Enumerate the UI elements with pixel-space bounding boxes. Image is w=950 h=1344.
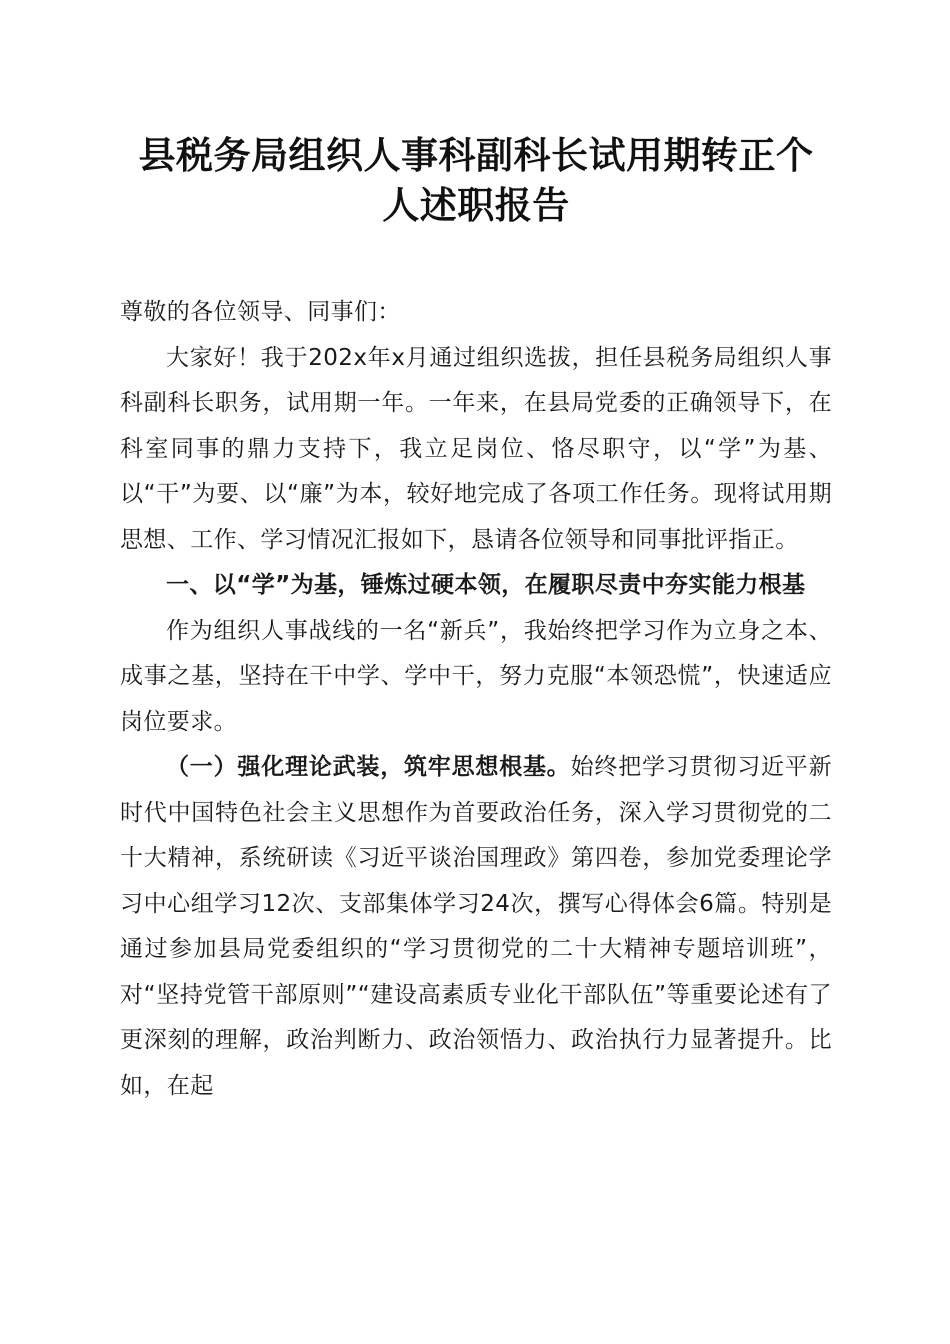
section-heading-1: 一、以“学”为基，锤炼过硬本领，在履职尽责中夯实能力根基 bbox=[166, 572, 806, 598]
document-title: 县税务局组织人事科副科长试用期转正个人述职报告 bbox=[138, 133, 814, 227]
subsection-heading-1: （一）强化理论武装，筑牢思想根基。 bbox=[166, 754, 571, 780]
subsection-1-text: 始终把学习贯彻习近平新时代中国特色社会主义思想作为首要政治任务，深入学习贯彻党的二十大精神，系统研读《习近平谈治国理政》第四卷，参加党委理论学习中心组学习12次、支部集体学习24次，撰写心得体会6篇。特别是通过参加县局党委组织的“学习贯彻党的二十大精神专题培训班”，对“坚持党管干部原则”“建设高素质专业化干部队伍”等重要论述有了更深刻的理解，政治判断力、政治领悟力、政治执行力显著提升。比如，在起 bbox=[120, 754, 832, 1099]
greeting: 尊敬的各位领导、同事们： bbox=[120, 299, 401, 325]
document-body bbox=[120, 290, 832, 1109]
section-1-paragraph: 作为组织人事战线的一名“新兵”，我始终把学习作为立身之本、成事之基，坚持在干中学、学中干，努力克服“本领恐慌”，快速适应岗位要求。 bbox=[120, 617, 832, 735]
intro-paragraph: 大家好！我于202x年x月通过组织选拔，担任县税务局组织人事科副科长职务，试用期一年。一年来，在县局党委的正确领导下，在科室同事的鼎力支持下，我立足岗位、恪尽职守，以“学”为基、以“干”为要、以“廉”为本，较好地完成了各项工作任务。现将试用期思想、工作、学习情况汇报如下，恳请各位领导和同事批评指正。 bbox=[120, 344, 832, 553]
document-page bbox=[120, 130, 832, 1109]
subsection-1-paragraph bbox=[120, 745, 832, 1109]
